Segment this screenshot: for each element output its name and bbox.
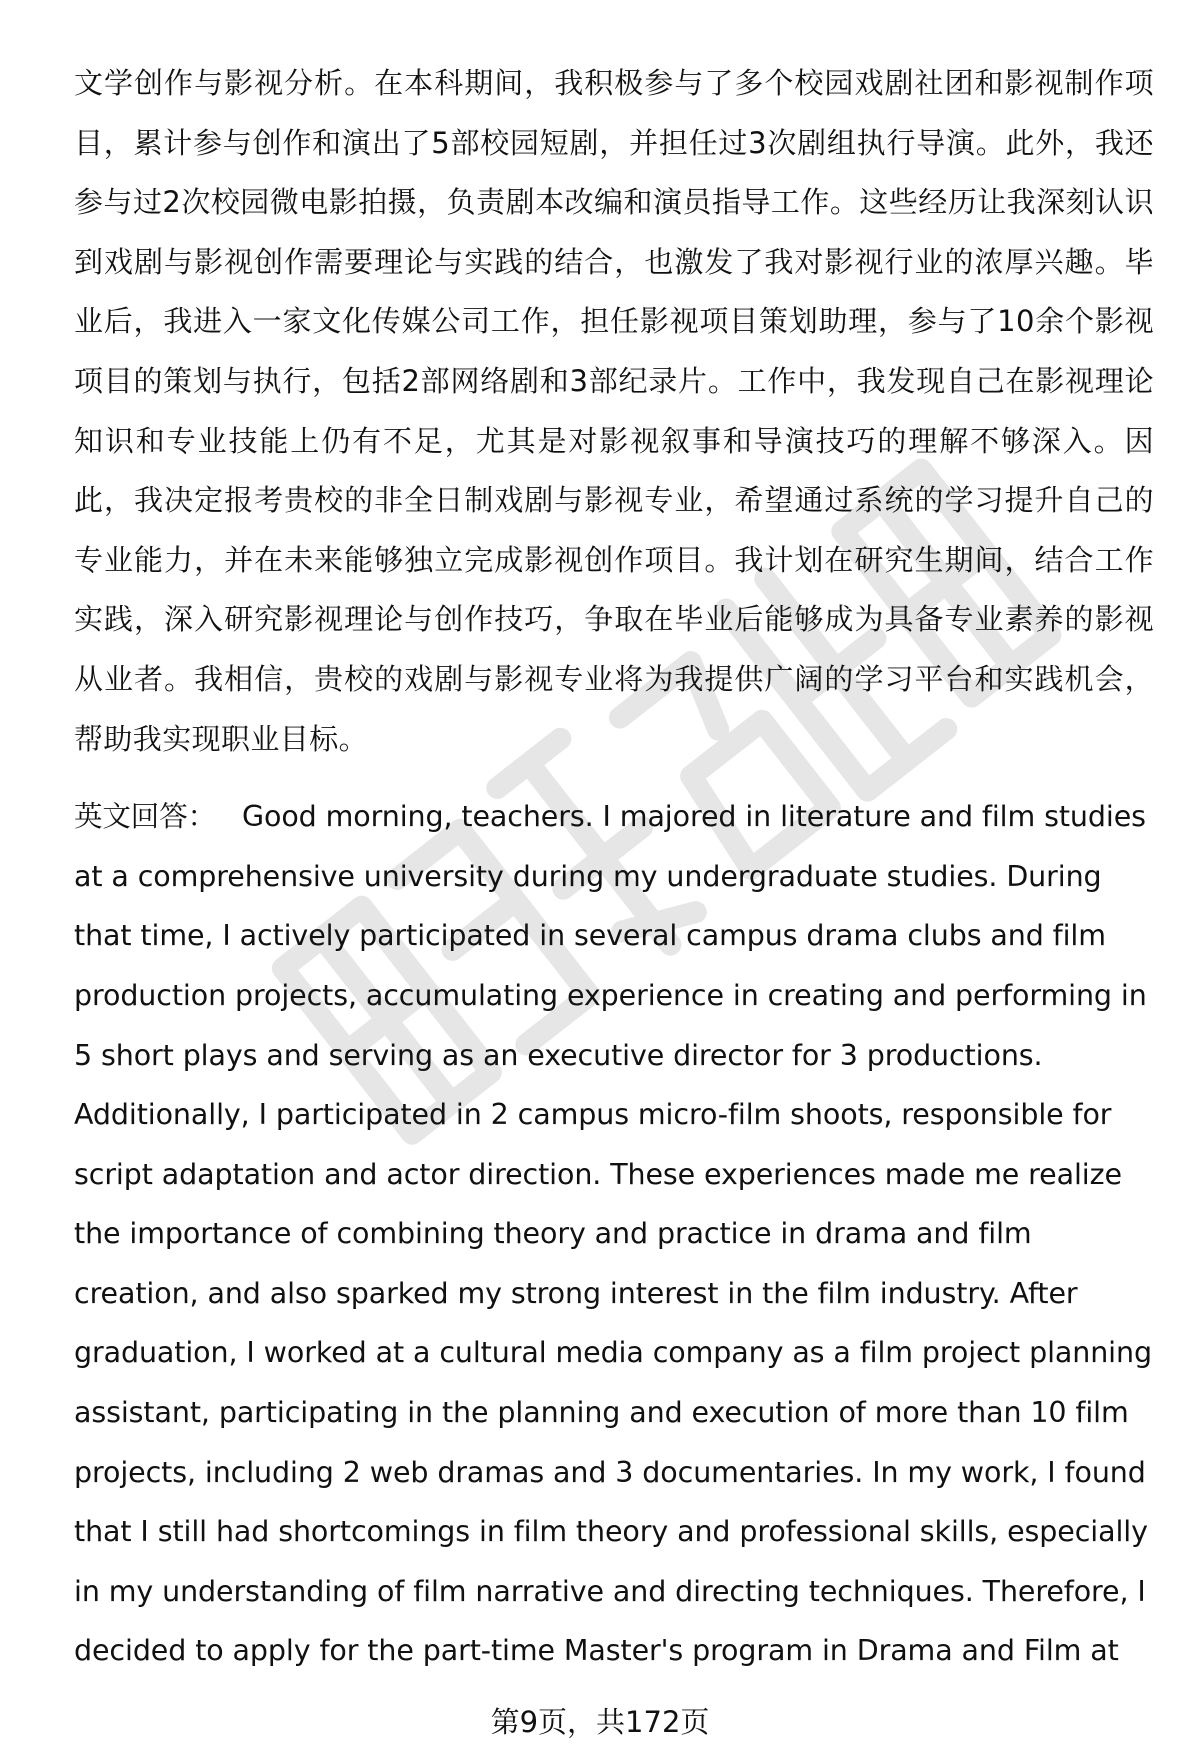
page-number: 第9页，共172页 bbox=[490, 1705, 710, 1739]
english-answer-paragraph bbox=[74, 787, 1154, 1681]
chinese-answer-paragraph: 文学创作与影视分析。在本科期间，我积极参与了多个校园戏剧社团和影视制作项目，累计参与创作和演出了5部校园短剧，并担任过3次剧组执行导演。此外，我还参与过2次校园微电影拍摄，负责剧本改编和演员指导工作。这些经历让我深刻认识到戏剧与影视创作需要理论与实践的结合，也激发了我对影视行业的浓厚兴趣。毕业后，我进入一家文化传媒公司工作，担任影视项目策划助理，参与了10余个影视项目的策划与执行，包括2部网络剧和3部纪录片。工作中，我发现自己在影视理论知识和专业技能上仍有不足，尤其是对影视叙事和导演技巧的理解不够深入。因此，我决定报考贵校的非全日制戏剧与影视专业，希望通过系统的学习提升自己的专业能力，并在未来能够独立完成影视创作项目。我计划在研究生期间，结合工作实践，深入研究影视理论与创作技巧，争取在毕业后能够成为具备专业素养的影视从业者。我相信，贵校的戏剧与影视专业将为我提供广阔的学习平台和实践机会，帮助我实现职业目标。 bbox=[74, 66, 1154, 756]
document-page bbox=[74, 54, 1154, 1681]
english-answer-label: 英文回答： bbox=[74, 800, 217, 834]
english-answer-text: Good morning, teachers. I majored in literature and film studies at a comprehensive university during my undergraduate studies. During that time, I actively participated in several campus drama clubs and film production projects, accumulating experience in creating and performing in 5 short plays and serving as an executive director for 3 productions. Additionally, I participated in 2 campus micro-film shoots, responsible for script adaptation and actor direction. These experiences made me realize the importance of combining theory and practice in drama and film creation, and also sparked my strong interest in the film industry. After graduation, I worked at a cultural media company as a film project planning assistant, participating in the planning and execution of more than 10 film projects, including 2 web dramas and 3 documentaries. In my work, I found that I still had shortcomings in film theory and professional skills, especially in my understanding of film narrative and directing techniques. Therefore, I decided to apply for the part-time Master's program in Drama and Film at bbox=[74, 800, 1152, 1668]
